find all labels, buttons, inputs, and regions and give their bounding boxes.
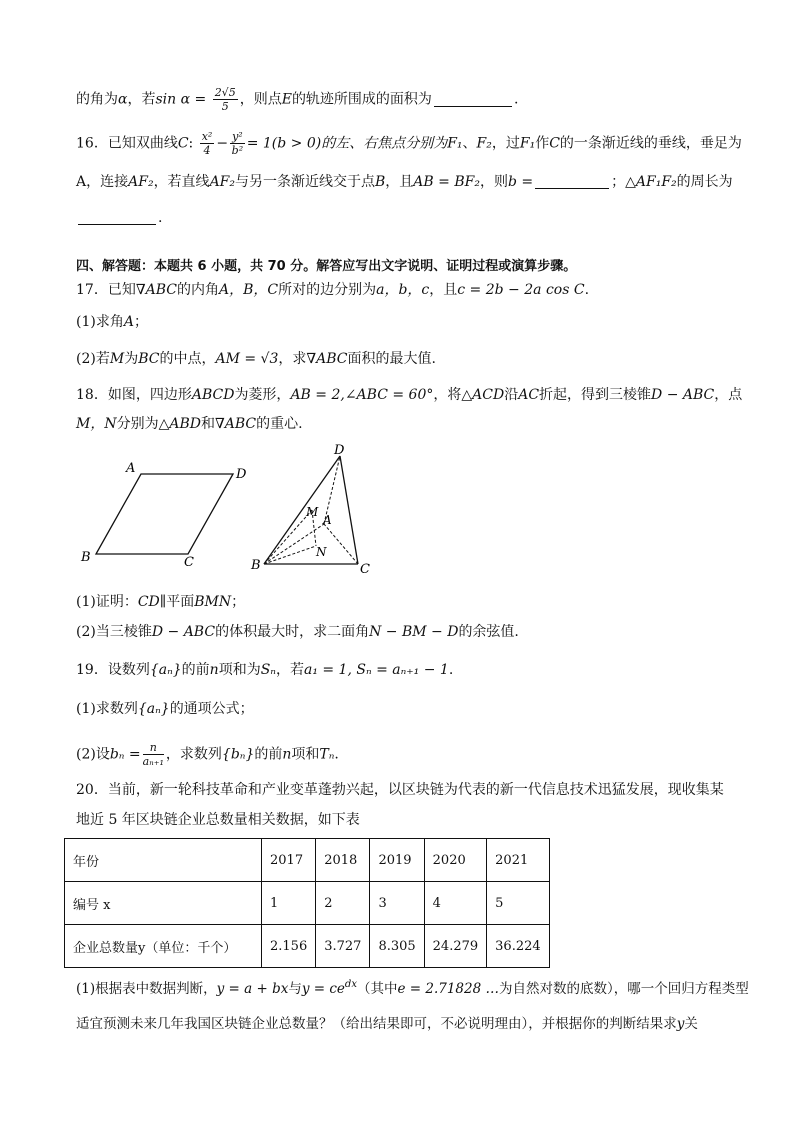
q16-end: .: [158, 210, 163, 226]
q18-text: 的余弦值.: [458, 624, 519, 640]
table-row: [65, 839, 550, 882]
q15-end: .: [513, 91, 519, 108]
b-equals: b =: [507, 174, 534, 190]
e-value: e = 2.71828 …: [397, 981, 499, 997]
exp-model: y = ce: [301, 981, 345, 997]
angle-a: A: [123, 314, 134, 330]
q17-part-1: [76, 312, 734, 332]
segment-bc: BC: [138, 351, 160, 367]
q18-text: (1)证明：: [76, 594, 138, 610]
q19-part-1: [76, 699, 734, 719]
q16-text: :: [188, 135, 194, 152]
triangle-acd: △ACD: [461, 387, 505, 403]
q17-text: 为: [124, 351, 139, 367]
q19-text: .: [448, 662, 454, 678]
sequence-an: {aₙ}: [149, 662, 182, 678]
q18-text: (2)当三棱锥: [76, 624, 152, 640]
q19-text: 的前: [181, 662, 210, 678]
q20-text: 与: [288, 981, 302, 997]
q15-text: 的角为: [76, 91, 118, 108]
q15-text: ，若: [127, 91, 156, 108]
table-cell: 2017: [262, 839, 316, 882]
q19-condition: a₁ = 1, Sₙ = aₙ₊₁ − 1: [303, 662, 449, 678]
q16-text: = 1(b > 0)的左、右焦点分别为: [246, 135, 448, 152]
sequence-an: {aₙ}: [137, 701, 170, 717]
q16-text: A，连接: [76, 174, 129, 190]
q20-text: 适宜预测未来几年我国区块链企业总数量？（给出结果即可，不必说明理由），并根据你的判断结果求: [76, 1016, 677, 1032]
table-cell: 年份: [65, 839, 262, 882]
table-cell: 3: [370, 882, 424, 925]
sin-fraction: [213, 86, 238, 113]
q17-text: ；: [133, 314, 148, 330]
q18-text: ，点: [714, 387, 743, 403]
q17-text: 的中点，: [159, 351, 216, 367]
q18-condition: AB = 2,∠ABC = 60°: [290, 387, 434, 403]
edge-bd: [264, 456, 340, 564]
q16-line-2: [76, 172, 734, 192]
vector-equation: AB = BF₂: [413, 174, 480, 190]
label-pyr-c: C: [360, 562, 370, 577]
label-b: B: [81, 550, 91, 565]
table-cell: 企业总数量y（单位：千个）: [65, 925, 262, 968]
label-pyr-b: B: [251, 558, 261, 573]
q19-text: 19．设数列: [76, 662, 150, 678]
q17-text: (1)求角: [76, 314, 124, 330]
table-cell: 24.279: [424, 925, 487, 968]
q16-line-3: [76, 208, 734, 228]
q20-part-1: [76, 975, 749, 999]
q20-line-1: 20．当前，新一轮科技革命和产业变革蓬勃兴起，以区块链为代表的新一代信息技术迅猛发展，现收集某: [76, 782, 724, 798]
q17-text: 所对的边分别为: [278, 282, 377, 298]
q19-text: ，若: [275, 662, 304, 678]
sum-sn: Sₙ: [260, 662, 276, 678]
exp-exponent: dx: [344, 979, 357, 990]
label-pyr-d: D: [334, 444, 345, 458]
q18-line-1: [76, 385, 743, 405]
table-cell: 2.156: [262, 925, 316, 968]
q16-text: 的周长为: [676, 174, 733, 190]
pyramid-dabc: D − ABC: [151, 624, 216, 640]
rhombus-abcd: [96, 474, 233, 554]
table-cell: 2: [316, 882, 370, 925]
quad-abcd: ABCD: [191, 387, 235, 403]
answer-blank[interactable]: [434, 92, 512, 107]
q18-text: 和: [200, 416, 215, 432]
pyramid-dabc: D − ABC: [651, 387, 715, 403]
answer-blank-b[interactable]: [535, 174, 609, 189]
table-cell: 2021: [487, 839, 550, 882]
q16-text: 的一条渐近线的垂线，垂足为: [559, 135, 742, 152]
label-pyr-m: M: [306, 505, 319, 519]
angles: A，B，C: [218, 282, 279, 298]
q18-text: ；: [231, 594, 246, 610]
q16-text: ，且: [385, 174, 414, 190]
dihedral-angle: N − BM − D: [369, 624, 459, 640]
sequence-bn: {bₙ}: [221, 746, 255, 763]
table-cell: 2020: [424, 839, 487, 882]
q17-text: (2)若: [76, 351, 110, 367]
q20-part-1-cont: [76, 1014, 734, 1034]
q17-text: .: [584, 282, 590, 298]
pyramid-figure: [248, 444, 388, 578]
answer-blank-perimeter[interactable]: [78, 210, 156, 225]
q16-text: ，若直线: [153, 174, 210, 190]
alpha-symbol: α: [118, 91, 128, 108]
triangle-abc: ∇ABC: [306, 351, 348, 367]
data-table: [64, 838, 550, 968]
segment-ac: AC: [518, 387, 540, 403]
var-n: n: [209, 662, 219, 678]
plane-bmn: BMN: [194, 594, 232, 610]
curve-c: C: [177, 135, 189, 152]
q18-text: 分别为: [116, 416, 159, 432]
q17-text: 的内角: [176, 282, 219, 298]
q16-text: ，过: [491, 135, 520, 152]
q19-text: (2)设: [76, 746, 110, 763]
label-pyr-a: A: [323, 513, 332, 527]
minus-sign: −: [216, 135, 229, 152]
sum-tn: Tₙ: [319, 746, 335, 763]
q20-text: 为自然对数的底数），哪一个回归方程类型: [498, 981, 749, 997]
q18-text: ，将: [433, 387, 462, 403]
linear-model: y = a + bx: [216, 981, 289, 997]
table-cell: 2019: [370, 839, 424, 882]
fraction-numerator: x²: [201, 130, 213, 143]
q16-text: 16．已知双曲线: [76, 135, 178, 152]
q16-text: ；: [611, 174, 626, 190]
table-cell: 编号 x: [65, 882, 262, 925]
q19-text: ，求数列: [165, 746, 222, 763]
q19-text: 项和: [291, 746, 320, 763]
q17-text: ，且: [429, 282, 458, 298]
q19-stem: [76, 660, 734, 680]
am-equation: AM = √3: [215, 351, 279, 367]
bn-equals: bₙ =: [109, 746, 141, 763]
q18-text: 18．如图，四边形: [76, 387, 192, 403]
label-d: D: [236, 467, 247, 482]
label-c: C: [184, 555, 194, 570]
q15-text: ，则点: [239, 91, 282, 108]
bn-fraction: [143, 741, 164, 768]
label-a: A: [126, 461, 136, 476]
q19-text: 的前: [254, 746, 283, 763]
q18-text: 的体积最大时，求二面角: [215, 624, 370, 640]
focus-f1: F₁: [447, 135, 463, 152]
q17-stem: [76, 280, 734, 300]
focus-f2: F₂: [476, 135, 492, 152]
cd-parallel: CD∥: [137, 594, 167, 610]
q18-part-2: [76, 622, 734, 642]
q17-part-2: [76, 349, 734, 369]
q17-text: 17．已知: [76, 282, 136, 298]
q19-text: .: [334, 746, 339, 763]
segment-af2: AF₂: [128, 174, 154, 190]
fraction-denominator: 4: [203, 144, 211, 157]
q16-text: 作: [535, 135, 550, 152]
fraction-numerator: 2√5: [214, 86, 236, 99]
var-n: n: [282, 746, 292, 763]
triangle-abc: ∇ABC: [214, 416, 257, 432]
q17-text: 面积的最大值.: [347, 351, 436, 367]
focus-f1: F₁: [519, 135, 536, 152]
q18-text: 为菱形，: [234, 387, 291, 403]
triangle-abc: ∇ABC: [135, 282, 177, 298]
table-cell: 3.727: [316, 925, 370, 968]
q16-line-1: [76, 130, 742, 157]
y-fraction: [230, 130, 245, 157]
fraction-denominator: b²: [231, 144, 244, 157]
sides: a，b，c: [376, 282, 430, 298]
q20-text: （其中: [356, 981, 398, 997]
separator: 、: [462, 135, 477, 152]
q19-part-2: [76, 741, 734, 768]
sin-expression: sin α =: [155, 91, 207, 108]
segment-af2: AF₂: [209, 174, 235, 190]
rhombus-figure: [76, 456, 256, 576]
triangle-af1f2: △AF₁F₂: [625, 174, 677, 190]
q20-line-2: 地近 5 年区块链企业总数量相关数据，如下表: [76, 812, 360, 828]
q16-text: 与另一条渐近线交于点: [235, 174, 375, 190]
q19-text: (1)求数列: [76, 701, 138, 717]
fraction-denominator: 5: [221, 100, 229, 113]
q18-text: 折起，得到三棱锥: [539, 387, 652, 403]
q20-text: 关: [684, 1016, 698, 1032]
label-pyr-n: N: [316, 545, 327, 559]
table-cell: 5: [487, 882, 550, 925]
table-cell: 1: [262, 882, 316, 925]
fraction-numerator: n: [143, 741, 164, 755]
point-m: M: [109, 351, 125, 367]
point-b: B: [375, 174, 386, 190]
q18-text: 平面: [166, 594, 195, 610]
fraction-denominator: aₙ₊₁: [142, 755, 164, 768]
triangle-abd: △ABD: [158, 416, 201, 432]
table-cell: 8.305: [370, 925, 424, 968]
q18-text: 沿: [504, 387, 519, 403]
var-y: y: [676, 1016, 685, 1032]
points-mn: M，N: [76, 416, 117, 432]
q16-text: ，则: [479, 174, 508, 190]
table-cell: 36.224: [487, 925, 550, 968]
table-row: [65, 925, 550, 968]
edge-cd: [340, 456, 358, 564]
table-cell: 4: [424, 882, 487, 925]
q19-text: 项和为: [218, 662, 261, 678]
curve-c: C: [549, 135, 560, 152]
q17-text: ，求: [278, 351, 307, 367]
q18-text: 的重心.: [256, 416, 303, 432]
q15-tail-line: [76, 86, 734, 113]
q19-text: 的通项公式；: [169, 701, 254, 717]
x-fraction: [200, 130, 215, 157]
q18-line-2: [76, 414, 734, 434]
table-row: [65, 882, 550, 925]
q18-part-1: [76, 592, 734, 612]
q17-condition: c = 2b − 2a cos C: [457, 282, 585, 298]
section-heading: 四、解答题：本题共 6 小题，共 70 分。解答应写出文字说明、证明过程或演算步骤。: [76, 259, 577, 274]
fraction-numerator: y²: [232, 130, 243, 143]
q20-text: (1)根据表中数据判断，: [76, 981, 217, 997]
q15-text: 的轨迹所围成的面积为: [291, 91, 432, 108]
table-cell: 2018: [316, 839, 370, 882]
point-e: E: [281, 91, 292, 108]
